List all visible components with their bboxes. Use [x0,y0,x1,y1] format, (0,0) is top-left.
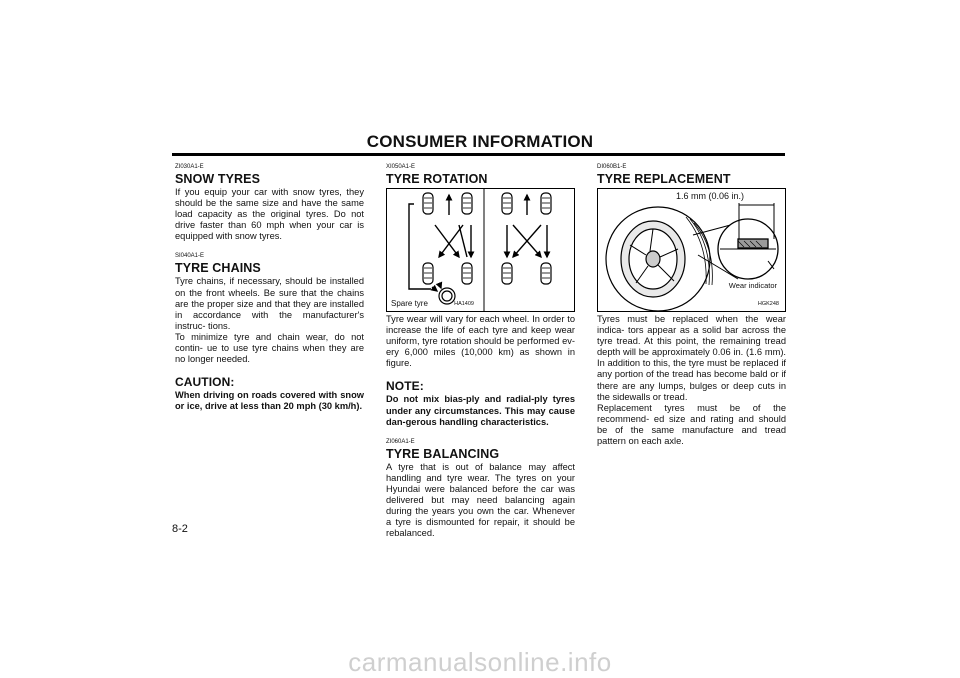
caution-body: When driving on roads covered with snow or ice, drive at less than 20 mph (30 km/h). [175,390,364,412]
note-heading: NOTE: [386,379,424,394]
snow-tyres-code: ZI030A1-E [175,164,204,170]
tyre-balancing-code: ZI060A1-E [386,438,415,445]
tread-depth-label: 1.6 mm (0.06 in.) [676,191,745,201]
tyre-replacement-heading: TYRE REPLACEMENT [597,172,731,186]
figure-code-hgk248: HGK248 [757,301,779,307]
page-header-title: CONSUMER INFORMATION [366,132,594,151]
snow-tyres-heading: SNOW TYRES [175,172,261,186]
wear-indicator-diagram [598,189,785,311]
tyre-icon [606,207,712,311]
header-rule [172,153,785,156]
tyre-replacement-body-2: Replacement tyres must be of the recommend- ed size and rating and should be of the same manufacture and tread pattern on each axle. [597,402,786,447]
tyre-rotation-heading: TYRE ROTATION [386,172,488,186]
tyre-replacement-figure [597,188,786,312]
figure-code-ha1409: HA1409 [454,301,474,307]
wear-indicator-label: Wear indicator [728,281,777,290]
caution-heading: CAUTION: [175,375,235,390]
tyre-rotation-figure [386,188,575,312]
snow-tyres-body: If you equip your car with snow tyres, they should be the same size and have the same load capacity as the original tyres. Do not drive faster than 60 mph when your car is equipped with snow tyres. [175,187,364,242]
watermark: carmanualsonline.info [348,647,612,677]
tyre-chains-body-1: Tyre chains, if necessary, should be installed on the front wheels. Be sure that the chains are the proper size and that they are installed in accordance with the manufacturer's instruc- tions. [175,276,364,331]
magnified-tread-icon [718,219,778,279]
tyre-chains-code: SI040A1-E [175,253,205,260]
rotation-diagram [387,189,574,311]
column-middle [386,164,575,539]
tyre-chains-body-2: To minimize tyre and chain wear, do not contin- ue to use tyre chains when they are no longer needed. [175,331,364,365]
tyre-replacement-body-1: Tyres must be replaced when the wear indica- tors appear as a solid bar across the tyre tread. At this point, the remaining tread depth will be approximately 0.06 in. (1.6 mm). In addition to this, the tyre must be replaced if any portion of the tread has become bald or if there are any lumps, bulges or deep cuts in the sidewalls or tread. [597,314,786,402]
wheel-icon [423,193,472,284]
tyre-rotation-body: Tyre wear will vary for each wheel. In order to increase the life of each tyre and keep wear uniform, tyre rotation should be performed ev- ery 6,000 miles (10,000 km) as shown in figure. [386,314,575,369]
tyre-chains-heading: TYRE CHAINS [175,261,261,276]
spare-tyre-label: Spare tyre [391,299,428,308]
tyre-balancing-body: A tyre that is out of balance may affect handling and tyre wear. The tyres on your Hyundai were balanced before the car was delivered but may need balancing again during the years you own the car. Whenever a tyre is dismounted for repair, it should be rebalanced. [386,461,575,539]
page-number: 8-2 [172,523,188,535]
note-body: Do not mix bias-ply and radial-ply tyres under any circumstances. This may cause dan-gerous handling characteristics. [386,394,575,427]
tyre-replacement-code: DI060B1-E [597,164,627,170]
tyre-rotation-code: XI050A1-E [386,164,416,170]
spare-tyre-icon [439,288,455,304]
tyre-balancing-heading: TYRE BALANCING [386,446,500,461]
column-right [597,164,786,447]
column-left [175,164,364,412]
